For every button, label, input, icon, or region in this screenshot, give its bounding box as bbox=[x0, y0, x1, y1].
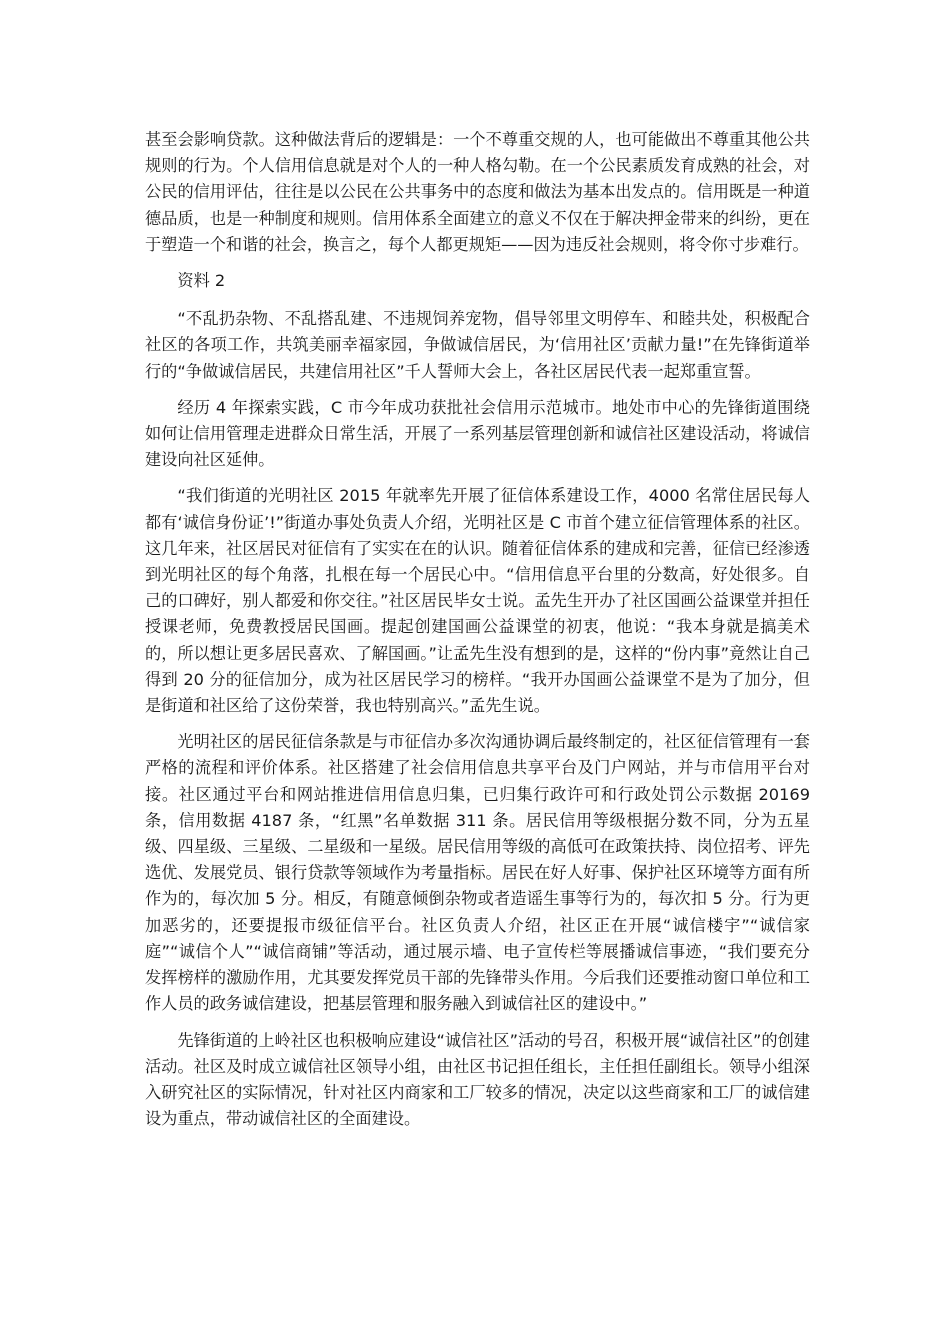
paragraph-guangming-community: “我们街道的光明社区 2015 年就率先开展了征信体系建设工作，4000 名常住居民每人都有‘诚信身份证’!”街道办事处负责人介绍，光明社区是 C 市首个建立征信管理体系的社区。这几年来，社区居民对征信有了实实在在的认识。随着征信体系的建成和完善，征信已经渗透到光明社区的每个角落，扎根在每一个居民心中。“信用信息平台里的分数高，好处很多。自己的口碑好，别人都爱和你交往。”社区居民毕女士说。孟先生开办了社区国画公益课堂并担任授课老师，免费教授居民国画。提起创建国画公益课堂的初衷，他说：“我本身就是搞美术的，所以想让更多居民喜欢、了解国画。”让孟先生没有想到的是，这样的“份内事”竟然让自己得到 20 分的征信加分，成为社区居民学习的榜样。“我开办国画公益课堂不是为了加分，但是街道和社区给了这份荣誉，我也特别高兴。”孟先生说。 bbox=[145, 486, 810, 716]
section-heading-material-2: 资料 2 bbox=[177, 271, 226, 291]
paragraph-oath: “不乱扔杂物、不乱搭乱建、不违规饲养宠物，倡导邻里文明停车、和睦共处，积极配合社区的各项工作，共筑美丽幸福家园，争做诚信居民，为‘信用社区’贡献力量!”在先锋街道举行的“争做诚信居民，共建信用社区”千人誓师大会上，各社区居民代表一起郑重宣誓。 bbox=[145, 309, 810, 381]
paragraph-credit-system: 光明社区的居民征信条款是与市征信办多次沟通协调后最终制定的，社区征信管理有一套严格的流程和评价体系。社区搭建了社会信用信息共享平台及门户网站，并与市信用平台对接。社区通过平台和网站推进信用信息归集，已归集行政许可和行政处罚公示数据 20169 条，信用数据 4187 条，“红黑”名单数据 311 条。居民信用等级根据分数不同，分为五星级、四星级、三星级、二星级和一星级。居民信用等级的高低可在政策扶持、岗位招考、评先选优、发展党员、银行贷款等领域作为考量指标。居民在好人好事、保护社区环境等方面有所作为的，每次加 5 分。相反，有随意倾倒杂物或者造谣生事等行为的，每次扣 5 分。行为更加恶劣的，还要提报市级征信平台。社区负责人介绍，社区正在开展“诚信楼宇”“诚信家庭”“诚信个人”“诚信商铺”等活动，通过展示墙、电子宣传栏等展播诚信事迹，“我们要充分发挥榜样的激励作用，尤其要发挥党员干部的先锋带头作用。今后我们还要推动窗口单位和工作人员的政务诚信建设，把基层管理和服务融入到诚信社区的建设中。” bbox=[145, 732, 810, 1014]
paragraph-continuation: 甚至会影响贷款。这种做法背后的逻辑是：一个不尊重交规的人，也可能做出不尊重其他公共规则的行为。个人信用信息就是对个人的一种人格勾勒。在一个公民素质发育成熟的社会，对公民的信用评估，往往是以公民在公共事务中的态度和做法为基本出发点的。信用既是一种道德品质，也是一种制度和规则。信用体系全面建立的意义不仅在于解决押金带来的纠纷，更在于塑造一个和谐的社会，换言之，每个人都更规矩——因为违反社会规则，将令你寸步难行。 bbox=[145, 130, 810, 254]
document-page bbox=[145, 127, 810, 1142]
paragraph-shangling-community: 先锋街道的上岭社区也积极响应建设“诚信社区”活动的号召，积极开展“诚信社区”的创建活动。社区及时成立诚信社区领导小组，由社区书记担任组长，主任担任副组长。领导小组深入研究社区的实际情况，针对社区内商家和工厂较多的情况，决定以这些商家和工厂的诚信建设为重点，带动诚信社区的全面建设。 bbox=[145, 1030, 810, 1129]
paragraph-background: 经历 4 年探索实践，C 市今年成功获批社会信用示范城市。地处市中心的先锋街道围绕如何让信用管理走进群众日常生活，开展了一系列基层管理创新和诚信社区建设活动，将诚信建设向社区延伸。 bbox=[145, 397, 810, 470]
